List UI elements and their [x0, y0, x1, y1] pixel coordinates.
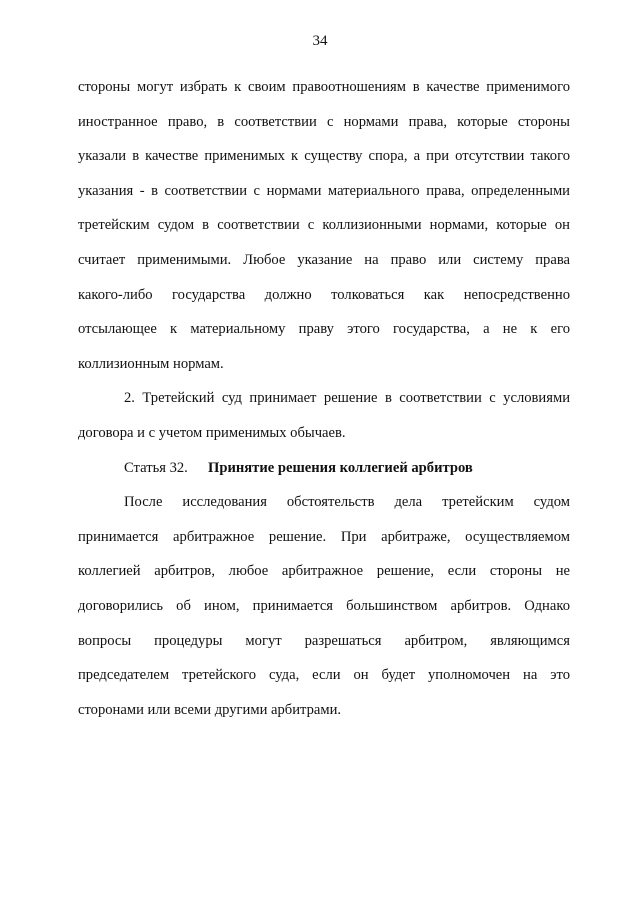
text-line: 2. Третейский суд принимает решение в соответствии с условиями	[124, 390, 570, 407]
text-line: стороны могут избрать к своим правоотношениям в качестве применимого	[78, 79, 570, 95]
paragraph-applicable-law	[78, 70, 570, 381]
text-line: какого-либо государства должно толковаться как непосредственно	[78, 286, 570, 303]
text-line: коллегией арбитров, любое арбитражное решение, если стороны не	[78, 563, 570, 580]
text-line: договора и с учетом применимых обычаев.	[78, 424, 346, 441]
article-number: Статья 32.	[124, 459, 188, 476]
text-line: отсылающее к материальному праву этого государства, а не к его	[78, 321, 570, 338]
text-line: вопросы процедуры могут разрешаться арбитром, являющимся	[78, 632, 570, 649]
text-line: председателем третейского суда, если он будет уполномочен на это	[78, 667, 570, 684]
document-body	[78, 70, 570, 727]
article-title: Принятие решения коллегией арбитров	[208, 459, 473, 476]
text-line: принимается арбитражное решение. При арбитраже, осуществляемом	[78, 528, 570, 545]
text-line: иностранное право, в соответствии с нормами права, которые стороны	[78, 113, 570, 130]
paragraph-contract-terms	[78, 381, 570, 450]
text-line: коллизионным нормам.	[78, 355, 224, 372]
paragraph-panel-decision	[78, 485, 570, 727]
text-line: После исследования обстоятельств дела третейским судом	[124, 494, 570, 511]
article-heading	[78, 451, 570, 486]
text-line: указали в качестве применимых к существу спора, а при отсутствии такого	[78, 148, 570, 165]
page-number: 34	[312, 33, 328, 49]
text-line: считает применимыми. Любое указание на право или систему права	[78, 251, 570, 268]
text-line: договорились об ином, принимается большинством арбитров. Однако	[78, 597, 570, 614]
text-line: указания - в соответствии с нормами материального права, определенными	[78, 182, 570, 199]
text-line: сторонами или всеми другими арбитрами.	[78, 701, 342, 718]
text-line: третейским судом в соответствии с коллизионными нормами, которые он	[78, 217, 570, 234]
